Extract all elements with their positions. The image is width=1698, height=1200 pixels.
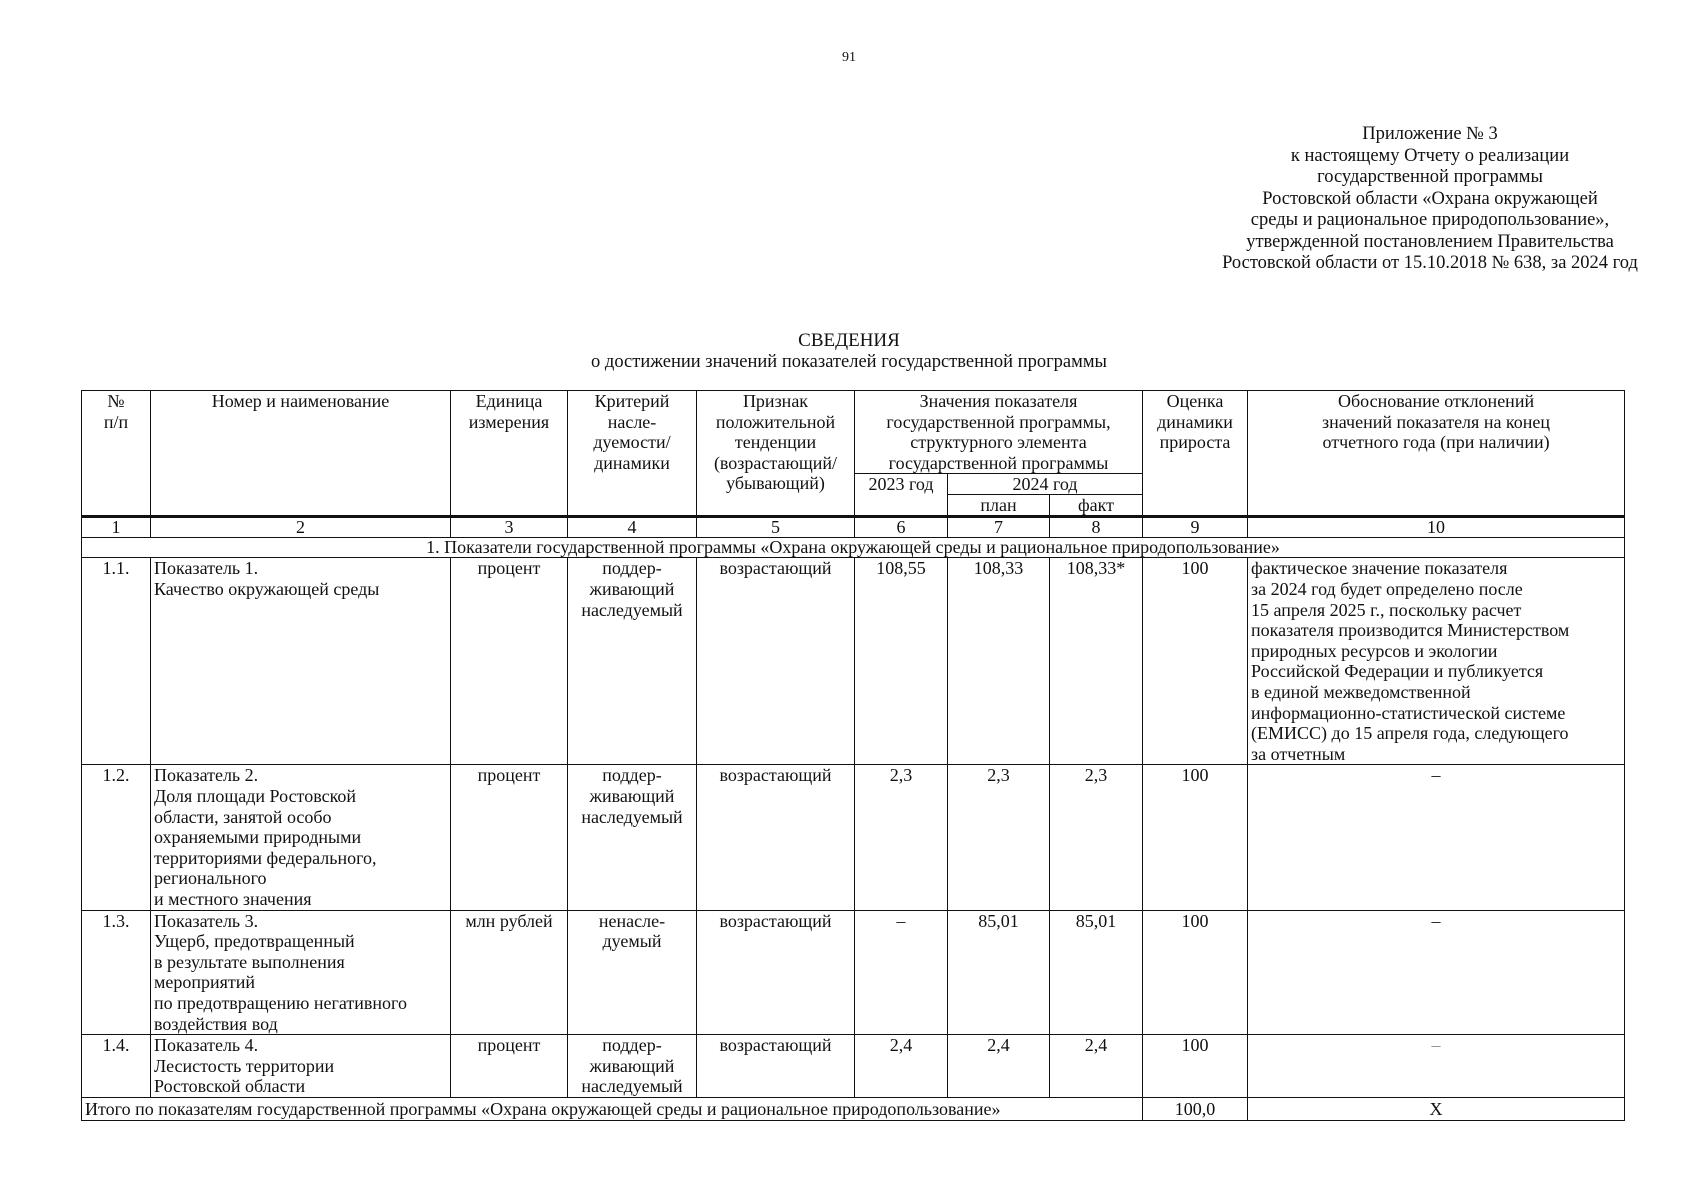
column-number: 1 xyxy=(82,517,151,538)
row-criterion: поддер- живающий наследуемый xyxy=(568,1035,697,1098)
table-row xyxy=(82,765,1625,910)
table-row xyxy=(82,910,1625,1035)
column-numbers-row xyxy=(82,517,1625,538)
appendix-line: Ростовской области «Охрана окружающей xyxy=(1262,188,1598,209)
row-unit: процент xyxy=(451,1035,568,1098)
row-num: 1.4. xyxy=(82,1035,151,1098)
page-number: 91 xyxy=(842,50,856,65)
header-name: Номер и наименование xyxy=(151,391,451,517)
column-number: 8 xyxy=(1050,517,1143,538)
row-estimate: 100 xyxy=(1143,765,1248,910)
column-number: 9 xyxy=(1143,517,1248,538)
row-plan: 108,33 xyxy=(948,558,1050,765)
column-number: 6 xyxy=(855,517,948,538)
header-criterion: Критерий насле- дуемости/ динамики xyxy=(568,391,697,517)
total-justification: Х xyxy=(1248,1097,1625,1120)
appendix-line: Ростовской области от 15.10.2018 № 638, за 2024 год xyxy=(1222,253,1638,273)
row-unit: процент xyxy=(451,765,568,910)
header-plan: план xyxy=(948,495,1050,517)
row-estimate: 100 xyxy=(1143,558,1248,765)
row-2023: 108,55 xyxy=(855,558,948,765)
row-name: Показатель 3. Ущерб, предотвращенный в результате выполнения мероприятий по предотвращению негативного воздействия вод xyxy=(151,910,451,1035)
header-num: № п/п xyxy=(82,391,151,517)
total-estimate: 100,0 xyxy=(1143,1097,1248,1120)
column-number: 10 xyxy=(1248,517,1625,538)
appendix-line: Приложение № 3 xyxy=(1362,124,1498,144)
row-justification: фактическое значение показателя за 2024 год будет определено после 15 апреля 2025 г., поскольку расчет показателя производится Министерством природных ресурсов и экологии Российской Федерации и публикуется в единой межведомственной информационно-статистической системе (ЕМИСС) до 15 апреля года, следующего за отчетным xyxy=(1248,558,1625,765)
row-num: 1.3. xyxy=(82,910,151,1035)
appendix-line: к настоящему Отчету о реализации xyxy=(1290,145,1570,166)
row-justification: – xyxy=(1248,1035,1625,1098)
row-justification: – xyxy=(1248,910,1625,1035)
header-2023: 2023 год xyxy=(855,474,948,517)
row-fact: 2,3 xyxy=(1050,765,1143,910)
row-num: 1.2. xyxy=(82,765,151,910)
header-2024: 2024 год xyxy=(948,474,1143,495)
column-number: 5 xyxy=(697,517,855,538)
row-trend: возрастающий xyxy=(697,1035,855,1098)
document-title: СВЕДЕНИЯ xyxy=(798,330,900,351)
row-plan: 2,3 xyxy=(948,765,1050,910)
appendix-line: государственной программы xyxy=(1317,167,1543,187)
header-estimate: Оценка динамики прироста xyxy=(1143,391,1248,517)
appendix-header xyxy=(1170,124,1690,275)
section-title: 1. Показатели государственной программы «Охрана окружающей среды и рациональное природопользование» xyxy=(82,538,1625,558)
header-trend: Признак положительной тенденции (возрастающий/ убывающий) xyxy=(697,391,855,517)
row-name: Показатель 1. Качество окружающей среды xyxy=(151,558,451,765)
row-2023: 2,3 xyxy=(855,765,948,910)
row-fact: 108,33* xyxy=(1050,558,1143,765)
column-number: 2 xyxy=(151,517,451,538)
row-plan: 2,4 xyxy=(948,1035,1050,1098)
row-estimate: 100 xyxy=(1143,910,1248,1035)
header-fact: факт xyxy=(1050,495,1143,517)
row-plan: 85,01 xyxy=(948,910,1050,1035)
total-label: Итого по показателям государственной программы «Охрана окружающей среды и рациональное природопользование» xyxy=(82,1097,1143,1120)
row-estimate: 100 xyxy=(1143,1035,1248,1098)
row-2023: 2,4 xyxy=(855,1035,948,1098)
column-number: 3 xyxy=(451,517,568,538)
total-row xyxy=(82,1097,1625,1120)
section-row xyxy=(82,538,1625,558)
row-criterion: поддер- живающий наследуемый xyxy=(568,558,697,765)
header-justification: Обоснование отклонений значений показателя на конец отчетного года (при наличии) xyxy=(1248,391,1625,517)
row-fact: 2,4 xyxy=(1050,1035,1143,1098)
row-num: 1.1. xyxy=(82,558,151,765)
appendix-line: утвержденной постановлением Правительства xyxy=(1246,231,1614,252)
row-criterion: ненасле- дуемый xyxy=(568,910,697,1035)
header-values: Значения показателя государственной программы, структурного элемента государственной программы xyxy=(855,391,1143,474)
row-unit: процент xyxy=(451,558,568,765)
row-fact: 85,01 xyxy=(1050,910,1143,1035)
header-unit: Единица измерения xyxy=(451,391,568,517)
column-number: 4 xyxy=(568,517,697,538)
row-criterion: поддер- живающий наследуемый xyxy=(568,765,697,910)
column-number: 7 xyxy=(948,517,1050,538)
row-name: Показатель 4. Лесистость территории Ростовской области xyxy=(151,1035,451,1098)
table-row xyxy=(82,558,1625,765)
appendix-line: среды и рациональное природопользование», xyxy=(1250,210,1610,230)
row-trend: возрастающий xyxy=(697,558,855,765)
indicators-table xyxy=(81,390,1625,1121)
row-trend: возрастающий xyxy=(697,910,855,1035)
row-name: Показатель 2. Доля площади Ростовской области, занятой особо охраняемыми природными территориями федерального, регионального и местного значения xyxy=(151,765,451,910)
row-justification: – xyxy=(1248,765,1625,910)
row-2023: – xyxy=(855,910,948,1035)
row-trend: возрастающий xyxy=(697,765,855,910)
row-unit: млн рублей xyxy=(451,910,568,1035)
table-row xyxy=(82,1035,1625,1098)
document-subtitle: о достижении значений показателей государственной программы xyxy=(591,352,1107,372)
